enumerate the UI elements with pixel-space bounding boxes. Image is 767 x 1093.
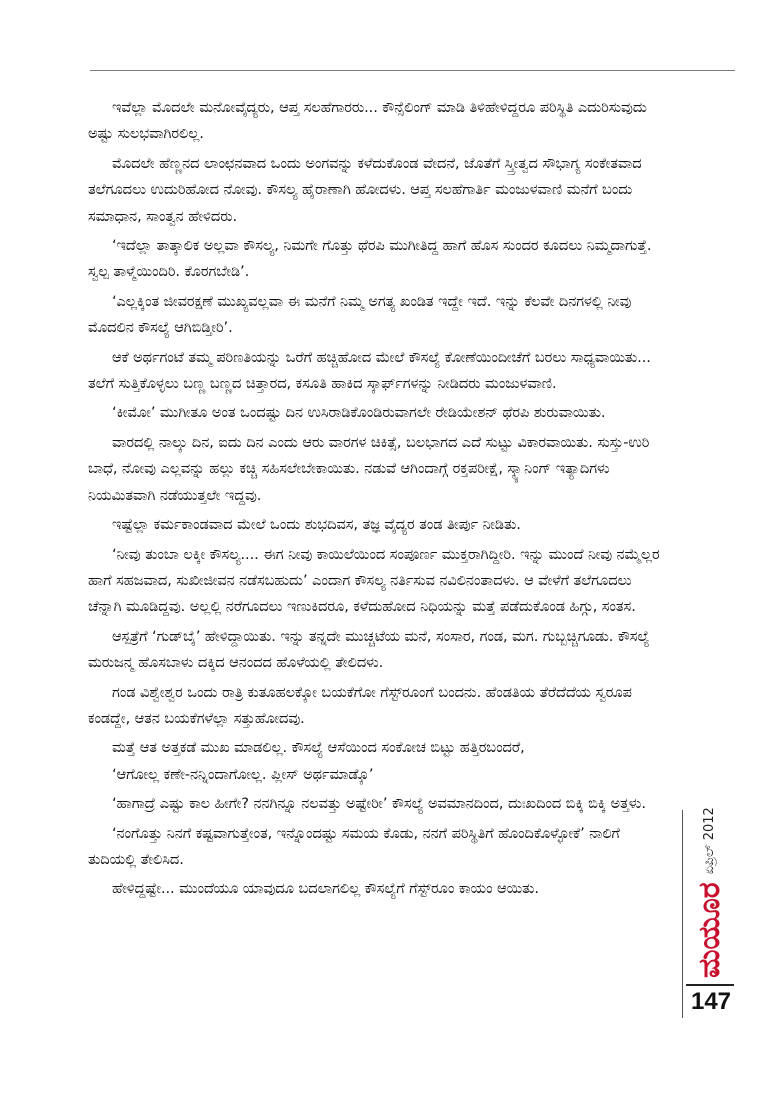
- paragraph: ‘ಹಾಗಾದ್ರೆ ಎಷ್ಟು ಕಾಲ ಹೀಗೇ? ನನಗಿನ್ನೂ ನಲವತ್ತು ಅಷ್ಟೇರೀ’ ಕೌಸಲ್ಯೆ ಅವಮಾನದಿಂದ, ದುಃಖದಿಂದ ಬಿಕ್ಕಿ ಬಿಕ್ಕಿ ಅತ್ತಳು.: [112, 795, 646, 813]
- paragraph: ‘ನಂಗೊತ್ತು ನಿನಗೆ ಕಷ್ಟವಾಗುತ್ತೇಂತ, ಇನ್ನೊಂದಷ್ಟು ಸಮಯ ಕೊಡು, ನನಗೆ ಪರಿಸ್ಥಿತಿಗೆ ಹೊಂದಿಕೊಳ್ಳೋಕೆ’ ನಾಲಿಗೆ ತುದಿಯಲ್ಲಿ ತೇಲಿಸಿದ.: [88, 824, 620, 868]
- page-number: 147: [690, 988, 732, 1015]
- page-number-rule: [686, 984, 734, 986]
- paragraph: ‘ನೀವು ತುಂಬಾ ಲಕ್ಕೀ ಕೌಸಲ್ಯ.... ಈಗ ನೀವು ಕಾಯಿಲೆಯಿಂದ ಸಂಪೂರ್ಣ ಮುಕ್ತರಾಗಿದ್ದೀರಿ. ಇನ್ನು ಮುಂದೆ ನೀವು ನಮ್ಮೆಲ್ಲರ ಹಾಗೆ ಸಹಜವಾದ, ಸುಖೀಜೀವನ ನಡೆಸಬಹುದು’ ಎಂದಾಗ ಕೌಸಲ್ಯ ನರ್ತಿಸುವ ನವಿಲಿನಂತಾದಳು. ಆ ವೇಳೆಗೆ ತಲೆಗೂದಲು ಚೆನ್ನಾಗಿ ಮೂಡಿದ್ದವು. ಅಲ್ಲಲ್ಲಿ ನರೆಗೂದಲು ಇಣುಕಿದರೂ, ಕಳೆದುಹೋದ ನಿಧಿಯನ್ನು ಮತ್ತೆ ಪಡೆದುಕೊಂಡ ಹಿಗ್ಗು, ಸಂತಸ.: [88, 545, 660, 616]
- paragraph: ಗಂಡ ವಿಶ್ವೇಶ್ವರ ಒಂದು ರಾತ್ರಿ ಕುತೂಹಲಕ್ಕೋ ಬಯಕೆಗೋ ಗೆಸ್ಟ್‌ರೂಂಗೆ ಬಂದನು. ಹೆಂಡತಿಯ ತೆರೆದೆದೆಯ ಸ್ವರೂಪ ಕಂಡದ್ದೇ, ಆತನ ಬಯಕೆಗಳೆಲ್ಲಾ ಸತ್ತುಹೋದವು.: [88, 683, 632, 727]
- paragraph: ‘ಕೀಮೋ’ ಮುಗೀತೂ ಅಂತ ಒಂದಷ್ಟು ದಿನ ಉಸಿರಾಡಿಕೊಂಡಿರುವಾಗಲೇ ರೇಡಿಯೇಶನ್ ಥೆರಪಿ ಶುರುವಾಯಿತು.: [112, 404, 606, 422]
- paragraph: ‘ಆಗೋಲ್ಲ ಕಣೇ-ನನ್ನಿಂದಾಗೋಲ್ಲ. ಪ್ಲೀಸ್ ಅರ್ಥಮಾಡ್ಕೊ’: [112, 765, 374, 783]
- top-divider: [90, 70, 735, 71]
- sidebar-divider: [682, 810, 683, 1018]
- paragraph: ಆಸ್ಪತ್ರೆಗೆ ‘ಗುಡ್‌ಬೈ’ ಹೇಳಿದ್ದಾಯಿತು. ಇನ್ನು ತನ್ನದೇ ಮುಚ್ಚಟೆಯ ಮನೆ, ಸಂಸಾರ, ಗಂಡ, ಮಗ. ಗುಬ್ಬಚ್ಚಿಗೂಡು. ಕೌಸಲ್ಯೆ ಮರುಜನ್ಮ ಹೊಸಬಾಳು ದಕ್ಕಿದ ಆನಂದದ ಹೊಳೆಯಲ್ಲಿ ತೇಲಿದಳು.: [88, 627, 650, 672]
- magazine-sidebar: [686, 808, 734, 978]
- paragraph: ‘ಎಲ್ಲಕ್ಕಿಂತ ಜೀವರಕ್ಷಣೆ ಮುಖ್ಯವಲ್ಲವಾ ಈ ಮನೆಗೆ ನಿಮ್ಮ ಅಗತ್ಯ ಖಂಡಿತ ಇದ್ದೇ ಇದೆ. ಇನ್ನು ಕೆಲವೇ ದಿನಗಳಲ್ಲಿ ನೀವು ಮೊದಲಿನ ಕೌಸಲ್ಯೆ ಆಗಿಬಿಡ್ತೀರಿ’.: [88, 292, 632, 337]
- magazine-name: ಮಯೂರ: [692, 882, 727, 978]
- paragraph: ‘ಇದೆಲ್ಲಾ ತಾತ್ಕಾಲಿಕ ಅಲ್ಲವಾ ಕೌಸಲ್ಯ, ನಿಮಗೇ ಗೊತ್ತು ಥೆರಪಿ ಮುಗೀತಿದ್ದ ಹಾಗೆ ಹೊಸ ಸುಂದರ ಕೂದಲು ನಿಮ್ಮದಾಗುತ್ತೆ. ಸ್ವಲ್ಪ ತಾಳ್ಮೆಯಿಂದಿರಿ. ಕೊರಗಬೇಡಿ’.: [88, 237, 652, 281]
- paragraph: ಆಕೆ ಅರ್ಥಗಂಟೆ ತಮ್ಮ ಪರಿಣತಿಯನ್ನು ಒರೆಗೆ ಹಚ್ಚಿಹೋದ ಮೇಲೆ ಕೌಸಲ್ಯೆ ಕೋಣೆಯಿಂದೀಚೆಗೆ ಬರಲು ಸಾಧ್ಯವಾಯಿತು... ತಲೆಗೆ ಸುತ್ತಿಕೊಳ್ಳಲು ಬಣ್ಣ ಬಣ್ಣದ ಚಿತ್ತಾರದ, ಕಸೂತಿ ಹಾಕಿದ ಸ್ಕಾರ್ಫ್‌ಗಳನ್ನು ನೀಡಿದರು ಮಂಜುಳವಾಣಿ.: [88, 348, 651, 393]
- paragraph: ಇಷ್ಟೆಲ್ಲಾ ಕರ್ಮಕಾಂಡವಾದ ಮೇಲೆ ಒಂದು ಶುಭದಿವಸ, ತಜ್ಞ ವೈದ್ಯರ ತಂಡ ತೀರ್ಪು ನೀಡಿತು.: [112, 516, 521, 534]
- paragraph: ಇವೆಲ್ಲಾ ಮೊದಲೇ ಮನೋವೈದ್ಯರು, ಆಪ್ತ ಸಲಹೆಗಾರರು... ಕೌನ್ಸೆಲಿಂಗ್ ಮಾಡಿ ತಿಳಿಹೇಳಿದ್ದರೂ ಪರಿಸ್ಥಿತಿ ಎದುರಿಸುವುದು ಅಷ್ಟು ಸುಲಭವಾಗಿರಲಿಲ್ಲ.: [88, 99, 647, 143]
- issue-date: ಏಪ್ರಿಲ್ 2012: [702, 807, 717, 875]
- paragraph: ವಾರದಲ್ಲಿ ನಾಲ್ಕು ದಿನ, ಐದು ದಿನ ಎಂದು ಆರು ವಾರಗಳ ಚಿಕಿತ್ಸೆ, ಬಲಭಾಗದ ಎದೆ ಸುಟ್ಟು ವಿಕಾರವಾಯಿತು. ಸುಸ್ತು-ಉರಿ ಬಾಧೆ, ನೋವು ಎಲ್ಲವನ್ನು ಹಲ್ಲು ಕಚ್ಚಿ ಸಹಿಸಲೇಬೇಕಾಯಿತು. ನಡುವೆ ಆಗಿಂದಾಗ್ಗೆ ರಕ್ತಪರೀಕ್ಷೆ, ಸ್ಕ್ಯಾನಿಂಗ್ ಇತ್ಯಾದಿಗಳು ನಿಯಮಿತವಾಗಿ ನಡೆಯುತ್ತಲೇ ಇದ್ದವು.: [88, 433, 650, 504]
- paragraph: ಮತ್ತೆ ಆತ ಅತ್ತಕಡೆ ಮುಖ ಮಾಡಲಿಲ್ಲ. ಕೌಸಲ್ಯೆ ಆಸೆಯಿಂದ ಸಂಕೋಚ ಬಿಟ್ಟು ಹತ್ತಿರಬಂದರೆ,: [112, 739, 525, 757]
- masthead: [686, 808, 734, 978]
- paragraph: ಮೊದಲೇ ಹೆಣ್ಣನದ ಲಾಂಛನವಾದ ಒಂದು ಅಂಗವನ್ನು ಕಳೆದುಕೊಂಡ ವೇದನೆ, ಜೊತೆಗೆ ಸ್ತ್ರೀತ್ವದ ಸೌಭಾಗ್ಯ ಸಂಕೇತವಾದ ತಲೆಗೂದಲು ಉದುರಿಹೋದ ನೋವು. ಕೌಸಲ್ಯ ಹೈರಾಣಾಗಿ ಹೋದಳು. ಆಪ್ತ ಸಲಹೆಗಾರ್ತಿ ಮಂಜುಳವಾಣಿ ಮನೆಗೆ ಬಂದು ಸಮಾಧಾನ, ಸಾಂತ್ವನ ಹೇಳಿದರು.: [88, 154, 642, 225]
- article-body: [88, 95, 663, 903]
- paragraph: ಹೇಳಿದ್ದಷ್ಟೇ... ಮುಂದೆಯೂ ಯಾವುದೂ ಬದಲಾಗಲಿಲ್ಲ ಕೌಸಲ್ಯೆಗೆ ಗೆಸ್ಟ್‌ರೂಂ ಕಾಯಂ ಆಯಿತು.: [112, 880, 539, 898]
